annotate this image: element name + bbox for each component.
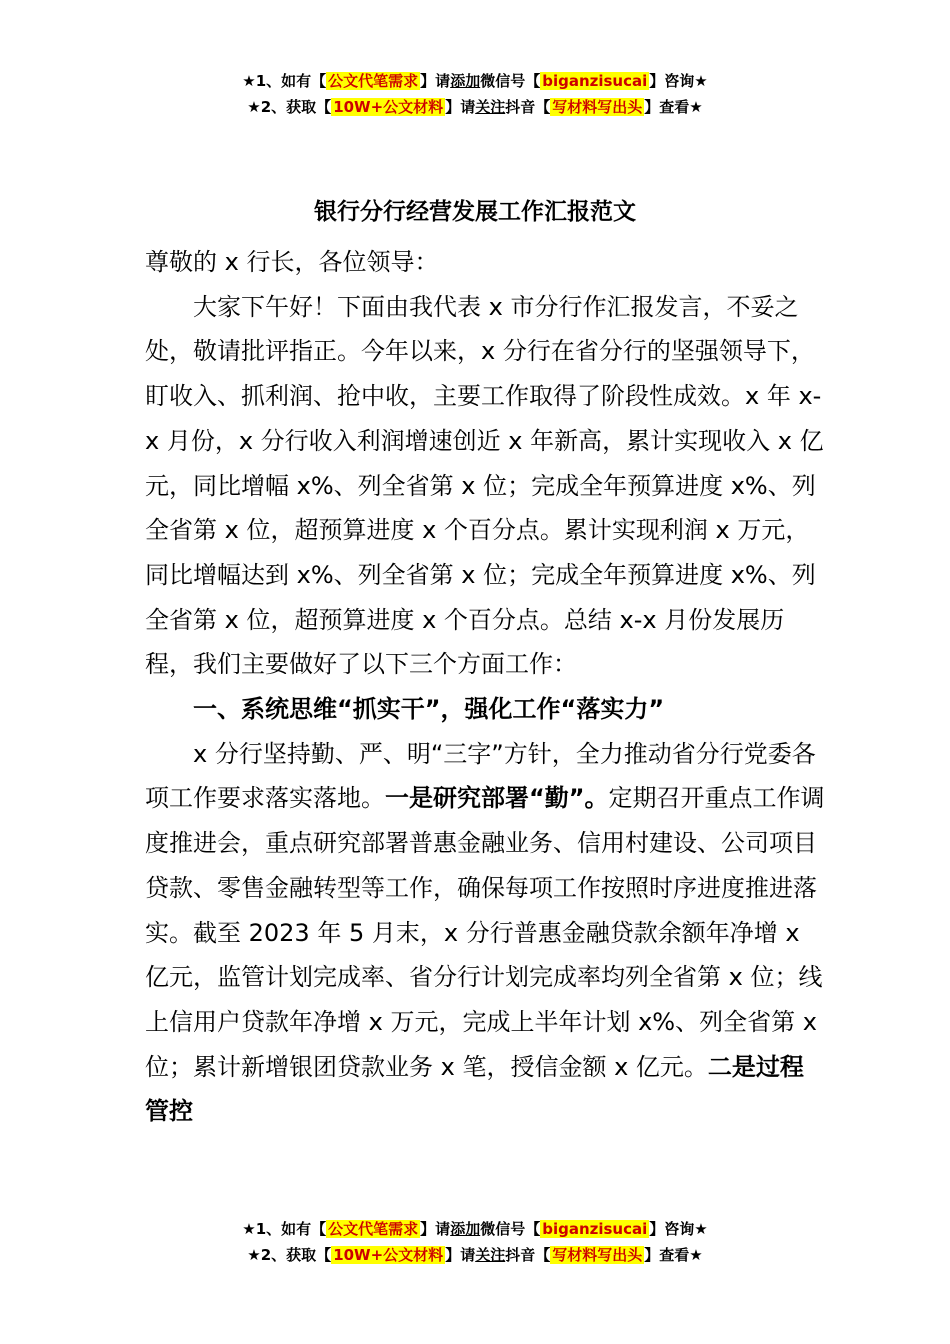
paragraph-text: x 分行坚持勤、严、明“三字”方针，全力推动省分行党委各项工作要求落实落地。: [145, 739, 816, 813]
banner-line-1: [0, 1216, 950, 1242]
banner-text: ★1、如有【: [242, 72, 327, 90]
banner-text: 】查看★: [644, 1246, 703, 1264]
salutation: 尊敬的 x 行长，各位领导：: [145, 248, 439, 276]
banner-highlight: 公文代笔需求: [328, 72, 419, 90]
banner-text: 抖音【: [505, 1246, 551, 1264]
banner-highlight: 10W+公文材料: [333, 98, 444, 116]
document-title: 银行分行经营发展工作汇报范文: [314, 199, 636, 225]
paragraph-bold-lead: 二是过程管控: [145, 1052, 804, 1126]
banner-line-1: [0, 68, 950, 94]
document-body: [145, 240, 825, 1134]
banner-text: ★2、获取【: [247, 98, 332, 116]
banner-underline: 关注: [475, 1246, 506, 1264]
banner-highlight: 10W+公文材料: [333, 1246, 444, 1264]
banner-highlight: 写材料写出头: [552, 1246, 643, 1264]
banner-text: ★1、如有【: [242, 1220, 327, 1238]
banner-line-2: [0, 94, 950, 120]
banner-text: 】咨询★: [649, 1220, 708, 1238]
banner-text: 】请: [445, 98, 476, 116]
header-banner: [0, 68, 950, 120]
banner-text: 微信号【: [480, 72, 541, 90]
banner-underline: 添加: [450, 72, 481, 90]
banner-text: 抖音【: [505, 98, 551, 116]
banner-text: 】请: [420, 1220, 451, 1238]
banner-text: 】咨询★: [649, 72, 708, 90]
footer-banner: [0, 1216, 950, 1268]
section-paragraph: [145, 732, 825, 1134]
banner-line-2: [0, 1242, 950, 1268]
banner-text: 微信号【: [480, 1220, 541, 1238]
banner-underline: 关注: [475, 98, 506, 116]
banner-text: 】请: [445, 1246, 476, 1264]
banner-highlight: 写材料写出头: [552, 98, 643, 116]
banner-text: 】查看★: [644, 98, 703, 116]
section-heading: 一、系统思维“抓实干”，强化工作“落实力”: [193, 695, 665, 724]
banner-highlight: biganzisucai: [542, 72, 648, 90]
banner-text: 】请: [420, 72, 451, 90]
intro-paragraph: 大家下午好！下面由我代表 x 市分行作汇报发言，不妥之处，敬请批评指正。今年以来，x 分行在省分行的坚强领导下，盯收入、抓利润、抢中收，主要工作取得了阶段性成效。x 年 x-x 月份，x 分行收入利润增速创近 x 年新高，累计实现收入 x 亿元，同比增幅 x%、列全省第 x 位；完成全年预算进度 x%、列全省第 x 位，超预算进度 x 个百分点。累计实现利润 x 万元，同比增幅达到 x%、列全省第 x 位；完成全年预算进度 x%、列全省第 x 位，超预算进度 x 个百分点。总结 x-x 月份发展历程，我们主要做好了以下三个方面工作：: [145, 292, 824, 679]
banner-highlight: biganzisucai: [542, 1220, 648, 1238]
banner-underline: 添加: [450, 1220, 481, 1238]
paragraph-text: 定期召开重点工作调度推进会，重点研究部署普惠金融业务、信用村建设、公司项目贷款、零售金融转型等工作，确保每项工作按照时序进度推进落实。截至 2023 年 5 月末，x 分行普惠金融贷款余额年净增 x 亿元，监管计划完成率、省分行计划完成率均列全省第 x 位；线上信用户贷款年净增 x 万元，完成上半年计划 x%、列全省第 x 位；累计新增银团贷款业务 x 笔，授信金额 x 亿元。: [145, 784, 825, 1081]
banner-text: ★2、获取【: [247, 1246, 332, 1264]
banner-highlight: 公文代笔需求: [328, 1220, 419, 1238]
paragraph-bold-lead: 一是研究部署“勤”。: [385, 784, 609, 813]
